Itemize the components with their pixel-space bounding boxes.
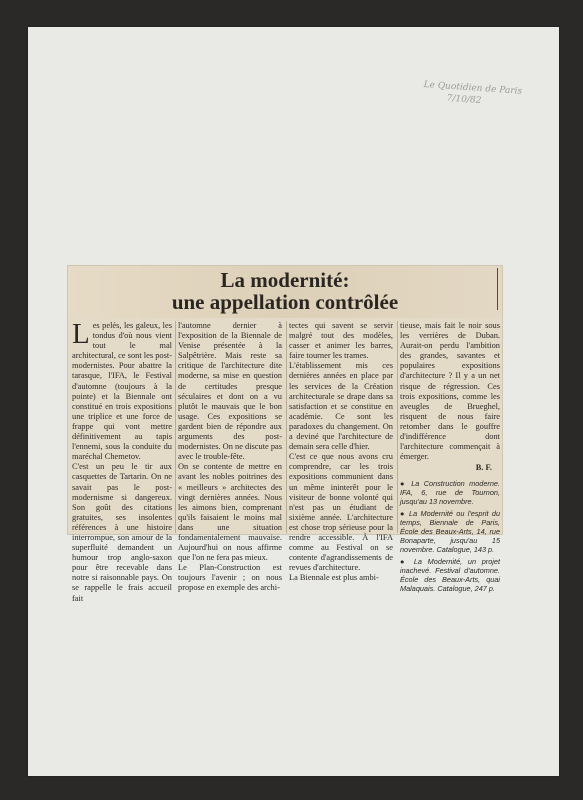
handwritten-date: 7/10/82 — [446, 93, 482, 107]
paragraph: C'est ce que nous avons cru comprendre, car les trois expositions communient dans un même ininterêt pour le visiteur de bonne volonté qui n'est pas un étudiant de sixième année. L'architecture est chose trop sérieuse pour la rendre accessible. À l'IFA comme au Festival on se contente d'agrandissements de revues d'architecture. — [289, 452, 393, 573]
title-line-2: une appellation contrôlée — [171, 290, 399, 314]
paragraph: La Biennale est plus ambi- — [289, 573, 379, 583]
exhibition-note — [400, 479, 500, 506]
note-text: La Modernité ou l'esprit du temps, Biennale de Paris, École des Beaux-Arts, 14, rue Bonaparte, jusqu'au 15 novembre. Catalogue, 143 p. — [400, 509, 500, 555]
paragraph: tectes qui savent se servir malgré tout des modèles, casser et animer les barres, faire tourner les trames. — [289, 321, 393, 361]
drop-cap: L — [72, 318, 90, 350]
article-column-4 — [400, 321, 500, 594]
paragraph: On se contente de mettre en avant les nobles poitrines des « meilleurs » architectes des vingt dernières années. Nous les aimons bien, comprenant qu'ils faisaient le moins mal dans une situation fondamentalement mauvaise. Aujourd'hui on nous affirme que l'on ne fera pas mieux. — [178, 462, 282, 563]
paragraph: l'automne dernier à l'exposition de la Biennale de Venise présentée à la Salpêtrière. Mais reste sa critique de l'architecture dite moderne, sa mise en question de certitudes presque séculaires et dont on a vu plutôt le mauvais que le bon usage. Ces expositions se gardent bien de répondre aux arguments des post-modernistes. On ne discute pas avec le trouble-fête. — [178, 321, 282, 462]
title-line-1: La modernité: — [220, 268, 350, 292]
column-rule — [286, 321, 287, 533]
paragraph: L'établissement mis ces dernières années en place par les services de la Création architecturale se drape dans sa satisfaction et se constitue en académie. Ce sont les paradoxes du changement. On a deviné que l'architecture de demain sera celle d'hier. — [289, 361, 393, 452]
paragraph: C'est un peu le tir aux casquettes de Tartarin. On ne savait pas le post-modernisme si dangereux. Son goût des citations gratuites, ses insolentes références à une histoire interrompue, son amour de la superfluité demandent un humour trop anglo-saxon pour être recevable dans notre si raisonnable pays. On se rappelle le frais accueil fait — [72, 462, 172, 603]
newspaper-clipping — [67, 265, 503, 603]
article-title — [68, 269, 502, 313]
handwritten-source: Le Quotidien de Paris — [423, 79, 523, 97]
column-rule — [175, 321, 176, 533]
note-text: La Construction moderne. IFA, 6, rue de Tournon, jusqu'au 13 novembre. — [400, 479, 500, 507]
bullet-icon: ● — [400, 479, 407, 489]
exhibition-note — [400, 509, 500, 554]
exhibition-notes — [400, 479, 500, 593]
author-signature: B. F. — [475, 463, 492, 473]
paragraph — [72, 318, 172, 462]
article-column-1 — [72, 318, 172, 603]
paragraph-text: es pelés, les galeux, les tondus d'où nous vient tout le mal architectural, ce sont les post-modernistes. Pour abattre la tarasque, l'IFA, le Festival d'automne (toujours à la pointe) et la Biennale ont constitué en trois expositions une triplice et une force de frappe qui vont mettre définitivement au tapis l'ennemi, sous la conduite du maréchal Chemetov. — [72, 321, 172, 462]
ink-mark — [497, 268, 498, 310]
article-column-3 — [289, 321, 393, 583]
paragraph: tieuse, mais fait le noir sous les verrières de Duban. Aurait-on perdu l'ambition des grandes, savantes et populaires expositions d'architecture ? Il y a un net risque de régression. Ces trois expositions, comme les aveugles de Brueghel, risquent de nous faire retomber dans le gouffre d'indifférence dont l'architecture commençait à émerger. — [400, 321, 500, 462]
note-text: La Modernité, un projet inachevé. Festival d'automne. École des Beaux-Arts, quai Malaquais. Catalogue, 247 p. — [400, 557, 500, 594]
bullet-icon: ● — [400, 557, 409, 567]
column-rule — [397, 321, 398, 533]
paragraph: Le Plan-Construction est toujours l'avenir ; on nous propose en exemple des archi- — [178, 563, 282, 593]
exhibition-note — [400, 557, 500, 593]
bullet-icon: ● — [400, 509, 406, 519]
article-column-2 — [178, 321, 282, 593]
